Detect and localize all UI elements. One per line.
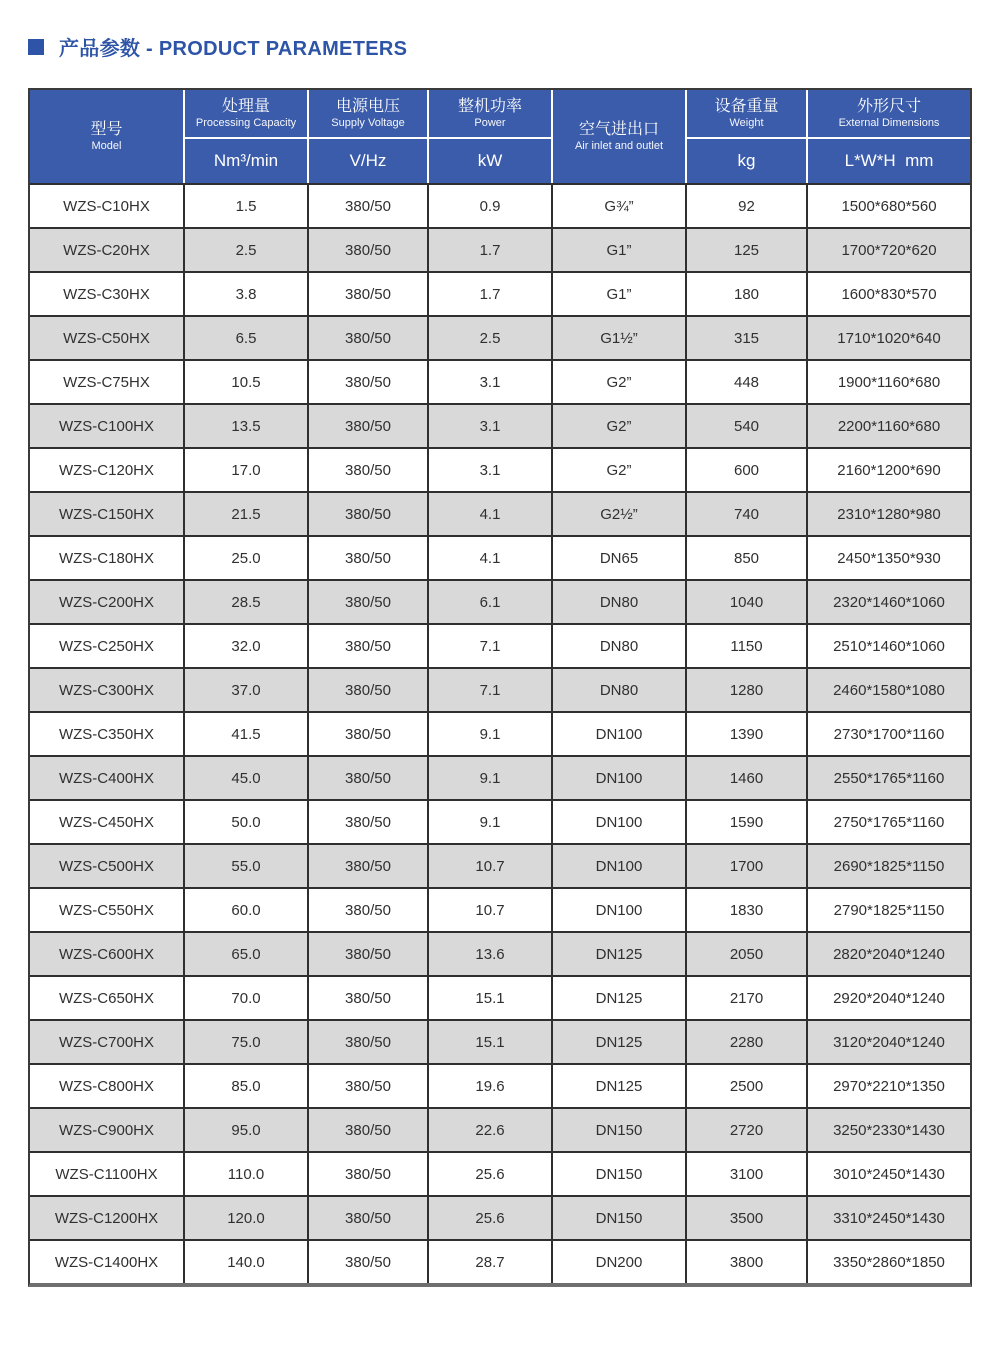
column-header-weight [687,90,808,137]
unit-header-power [429,137,553,183]
cell-voltage: 380/50 [309,889,429,933]
cell-model: WZS-C75HX [30,361,185,405]
table-row [30,933,970,977]
table-row [30,757,970,801]
cell-power: 9.1 [429,757,553,801]
cell-power: 1.7 [429,229,553,273]
table-row [30,1109,970,1153]
cell-capacity: 21.5 [185,493,309,537]
cell-air-inlet: DN100 [553,801,687,845]
cell-model: WZS-C450HX [30,801,185,845]
cell-power: 2.5 [429,317,553,361]
cell-air-inlet: DN80 [553,581,687,625]
column-header-air-inlet [553,90,687,183]
cell-weight: 1700 [687,845,808,889]
unit-header-weight [687,137,808,183]
cell-dimensions: 2310*1280*980 [808,493,970,537]
cell-power: 1.7 [429,273,553,317]
cell-model: WZS-C650HX [30,977,185,1021]
cell-model: WZS-C50HX [30,317,185,361]
cell-voltage: 380/50 [309,757,429,801]
cell-model: WZS-C600HX [30,933,185,977]
cell-capacity: 95.0 [185,1109,309,1153]
cell-model: WZS-C1200HX [30,1197,185,1241]
cell-air-inlet: DN100 [553,713,687,757]
cell-capacity: 70.0 [185,977,309,1021]
parameters-table [30,90,970,1283]
cell-voltage: 380/50 [309,801,429,845]
cell-capacity: 45.0 [185,757,309,801]
cell-voltage: 380/50 [309,1065,429,1109]
cell-voltage: 380/50 [309,273,429,317]
cell-weight: 2500 [687,1065,808,1109]
cell-dimensions: 2750*1765*1160 [808,801,970,845]
cell-weight: 1830 [687,889,808,933]
cell-capacity: 85.0 [185,1065,309,1109]
column-header-voltage [309,90,429,137]
table-row [30,361,970,405]
cell-weight: 1590 [687,801,808,845]
cell-voltage: 380/50 [309,669,429,713]
column-header-power-en: Power [474,116,506,129]
cell-power: 9.1 [429,713,553,757]
cell-voltage: 380/50 [309,1153,429,1197]
cell-air-inlet: DN200 [553,1241,687,1283]
cell-model: WZS-C150HX [30,493,185,537]
cell-power: 7.1 [429,669,553,713]
cell-dimensions: 3120*2040*1240 [808,1021,970,1065]
table-row [30,317,970,361]
table-header [30,90,970,183]
cell-capacity: 55.0 [185,845,309,889]
cell-capacity: 10.5 [185,361,309,405]
column-header-model-zh: 型号 [90,120,123,138]
column-header-voltage-en: Supply Voltage [331,116,405,129]
unit-header-voltage [309,137,429,183]
cell-voltage: 380/50 [309,977,429,1021]
cell-voltage: 380/50 [309,933,429,977]
cell-capacity: 140.0 [185,1241,309,1283]
cell-dimensions: 2200*1160*680 [808,405,970,449]
table-row [30,669,970,713]
cell-capacity: 41.5 [185,713,309,757]
cell-dimensions: 1500*680*560 [808,183,970,229]
cell-voltage: 380/50 [309,1241,429,1283]
cell-dimensions: 2320*1460*1060 [808,581,970,625]
cell-voltage: 380/50 [309,361,429,405]
cell-capacity: 13.5 [185,405,309,449]
column-header-capacity-en: Processing Capacity [195,116,297,129]
cell-power: 6.1 [429,581,553,625]
parameters-table-wrapper [28,88,972,1287]
cell-model: WZS-C500HX [30,845,185,889]
table-row [30,845,970,889]
cell-weight: 2720 [687,1109,808,1153]
cell-air-inlet: DN125 [553,977,687,1021]
cell-dimensions: 2920*2040*1240 [808,977,970,1021]
cell-dimensions: 2450*1350*930 [808,537,970,581]
column-header-dimensions [808,90,970,137]
cell-model: WZS-C30HX [30,273,185,317]
cell-model: WZS-C900HX [30,1109,185,1153]
cell-capacity: 75.0 [185,1021,309,1065]
cell-dimensions: 2820*2040*1240 [808,933,970,977]
cell-model: WZS-C120HX [30,449,185,493]
cell-air-inlet: DN100 [553,757,687,801]
cell-dimensions: 2790*1825*1150 [808,889,970,933]
unit-power: kW [477,151,503,170]
cell-capacity: 37.0 [185,669,309,713]
cell-capacity: 2.5 [185,229,309,273]
cell-weight: 2050 [687,933,808,977]
table-row [30,977,970,1021]
cell-air-inlet: G1½” [553,317,687,361]
cell-dimensions: 2160*1200*690 [808,449,970,493]
cell-voltage: 380/50 [309,713,429,757]
section-header [0,0,1000,61]
cell-air-inlet: DN100 [553,845,687,889]
cell-weight: 315 [687,317,808,361]
cell-model: WZS-C200HX [30,581,185,625]
cell-air-inlet: DN150 [553,1197,687,1241]
cell-voltage: 380/50 [309,183,429,229]
cell-model: WZS-C400HX [30,757,185,801]
cell-power: 10.7 [429,889,553,933]
unit-capacity: Nm³/min [213,151,279,170]
cell-power: 22.6 [429,1109,553,1153]
cell-voltage: 380/50 [309,625,429,669]
column-header-capacity-zh: 处理量 [221,97,270,115]
table-body [30,183,970,1283]
table-row [30,537,970,581]
cell-air-inlet: DN150 [553,1109,687,1153]
table-row [30,625,970,669]
cell-air-inlet: G2” [553,449,687,493]
column-header-power-zh: 整机功率 [457,97,522,115]
cell-capacity: 60.0 [185,889,309,933]
table-row [30,1021,970,1065]
cell-weight: 3800 [687,1241,808,1283]
cell-dimensions: 3010*2450*1430 [808,1153,970,1197]
cell-dimensions: 3250*2330*1430 [808,1109,970,1153]
table-row [30,889,970,933]
cell-air-inlet: DN80 [553,625,687,669]
cell-weight: 1150 [687,625,808,669]
cell-air-inlet: G2” [553,361,687,405]
cell-dimensions: 3350*2860*1850 [808,1241,970,1283]
cell-power: 9.1 [429,801,553,845]
cell-capacity: 50.0 [185,801,309,845]
cell-power: 15.1 [429,1021,553,1065]
cell-power: 4.1 [429,493,553,537]
square-bullet-icon [28,39,44,55]
cell-capacity: 3.8 [185,273,309,317]
cell-capacity: 120.0 [185,1197,309,1241]
cell-power: 15.1 [429,977,553,1021]
unit-dimensions: L*W*H mm [844,151,934,170]
column-header-air-inlet-zh: 空气进出口 [578,120,659,138]
cell-capacity: 110.0 [185,1153,309,1197]
cell-model: WZS-C250HX [30,625,185,669]
cell-weight: 1390 [687,713,808,757]
table-row [30,1197,970,1241]
cell-model: WZS-C10HX [30,183,185,229]
cell-capacity: 28.5 [185,581,309,625]
cell-power: 3.1 [429,405,553,449]
cell-power: 28.7 [429,1241,553,1283]
cell-dimensions: 1900*1160*680 [808,361,970,405]
column-header-model-en: Model [91,139,122,152]
cell-dimensions: 2550*1765*1160 [808,757,970,801]
cell-air-inlet: G1” [553,273,687,317]
table-row [30,449,970,493]
cell-dimensions: 1710*1020*640 [808,317,970,361]
cell-air-inlet: G2” [553,405,687,449]
cell-voltage: 380/50 [309,229,429,273]
cell-weight: 540 [687,405,808,449]
cell-dimensions: 2510*1460*1060 [808,625,970,669]
table-row [30,1241,970,1283]
cell-power: 10.7 [429,845,553,889]
cell-model: WZS-C550HX [30,889,185,933]
cell-model: WZS-C300HX [30,669,185,713]
cell-weight: 740 [687,493,808,537]
table-row [30,405,970,449]
table-row [30,273,970,317]
table-row [30,801,970,845]
cell-voltage: 380/50 [309,845,429,889]
cell-weight: 125 [687,229,808,273]
column-header-voltage-zh: 电源电压 [335,97,400,115]
cell-capacity: 1.5 [185,183,309,229]
cell-voltage: 380/50 [309,1197,429,1241]
table-row [30,581,970,625]
cell-power: 7.1 [429,625,553,669]
column-header-power [429,90,553,137]
cell-air-inlet: G2½” [553,493,687,537]
cell-air-inlet: DN100 [553,889,687,933]
cell-air-inlet: DN125 [553,1065,687,1109]
cell-weight: 600 [687,449,808,493]
unit-weight: kg [737,151,756,170]
cell-dimensions: 2690*1825*1150 [808,845,970,889]
cell-weight: 1280 [687,669,808,713]
table-row [30,183,970,229]
cell-voltage: 380/50 [309,537,429,581]
column-header-dimensions-zh: 外形尺寸 [856,97,921,115]
column-header-capacity [185,90,309,137]
cell-air-inlet: DN65 [553,537,687,581]
cell-weight: 1460 [687,757,808,801]
cell-air-inlet: DN80 [553,669,687,713]
cell-power: 25.6 [429,1197,553,1241]
column-header-air-inlet-en: Air inlet and outlet [574,139,664,152]
cell-voltage: 380/50 [309,493,429,537]
cell-capacity: 25.0 [185,537,309,581]
cell-weight: 180 [687,273,808,317]
cell-model: WZS-C1400HX [30,1241,185,1283]
cell-model: WZS-C100HX [30,405,185,449]
table-row [30,229,970,273]
column-header-weight-en: Weight [729,116,764,129]
cell-voltage: 380/50 [309,581,429,625]
cell-dimensions: 1600*830*570 [808,273,970,317]
table-row [30,1153,970,1197]
cell-weight: 850 [687,537,808,581]
column-header-weight-zh: 设备重量 [714,97,779,115]
column-header-model [30,90,185,183]
cell-voltage: 380/50 [309,449,429,493]
page-title: 产品参数 - PRODUCT PARAMETERS [59,38,408,60]
cell-weight: 92 [687,183,808,229]
cell-voltage: 380/50 [309,405,429,449]
cell-weight: 3100 [687,1153,808,1197]
cell-model: WZS-C20HX [30,229,185,273]
cell-model: WZS-C350HX [30,713,185,757]
cell-air-inlet: DN150 [553,1153,687,1197]
cell-capacity: 6.5 [185,317,309,361]
cell-dimensions: 2730*1700*1160 [808,713,970,757]
cell-weight: 2280 [687,1021,808,1065]
cell-model: WZS-C800HX [30,1065,185,1109]
cell-model: WZS-C700HX [30,1021,185,1065]
unit-header-capacity [185,137,309,183]
cell-air-inlet: G1” [553,229,687,273]
cell-weight: 2170 [687,977,808,1021]
cell-dimensions: 2460*1580*1080 [808,669,970,713]
cell-power: 25.6 [429,1153,553,1197]
cell-power: 13.6 [429,933,553,977]
cell-air-inlet: G¾” [553,183,687,229]
cell-air-inlet: DN125 [553,933,687,977]
cell-voltage: 380/50 [309,1021,429,1065]
cell-voltage: 380/50 [309,1109,429,1153]
cell-air-inlet: DN125 [553,1021,687,1065]
cell-dimensions: 3310*2450*1430 [808,1197,970,1241]
cell-dimensions: 1700*720*620 [808,229,970,273]
cell-model: WZS-C1100HX [30,1153,185,1197]
cell-dimensions: 2970*2210*1350 [808,1065,970,1109]
cell-weight: 448 [687,361,808,405]
unit-header-dimensions [808,137,970,183]
cell-weight: 1040 [687,581,808,625]
unit-voltage: V/Hz [349,151,387,170]
cell-model: WZS-C180HX [30,537,185,581]
column-header-dimensions-en: External Dimensions [838,116,940,129]
table-row [30,1065,970,1109]
cell-voltage: 380/50 [309,317,429,361]
cell-capacity: 17.0 [185,449,309,493]
cell-power: 3.1 [429,449,553,493]
cell-weight: 3500 [687,1197,808,1241]
table-row [30,713,970,757]
cell-power: 3.1 [429,361,553,405]
cell-capacity: 32.0 [185,625,309,669]
cell-power: 4.1 [429,537,553,581]
cell-power: 19.6 [429,1065,553,1109]
cell-capacity: 65.0 [185,933,309,977]
cell-power: 0.9 [429,183,553,229]
table-row [30,493,970,537]
